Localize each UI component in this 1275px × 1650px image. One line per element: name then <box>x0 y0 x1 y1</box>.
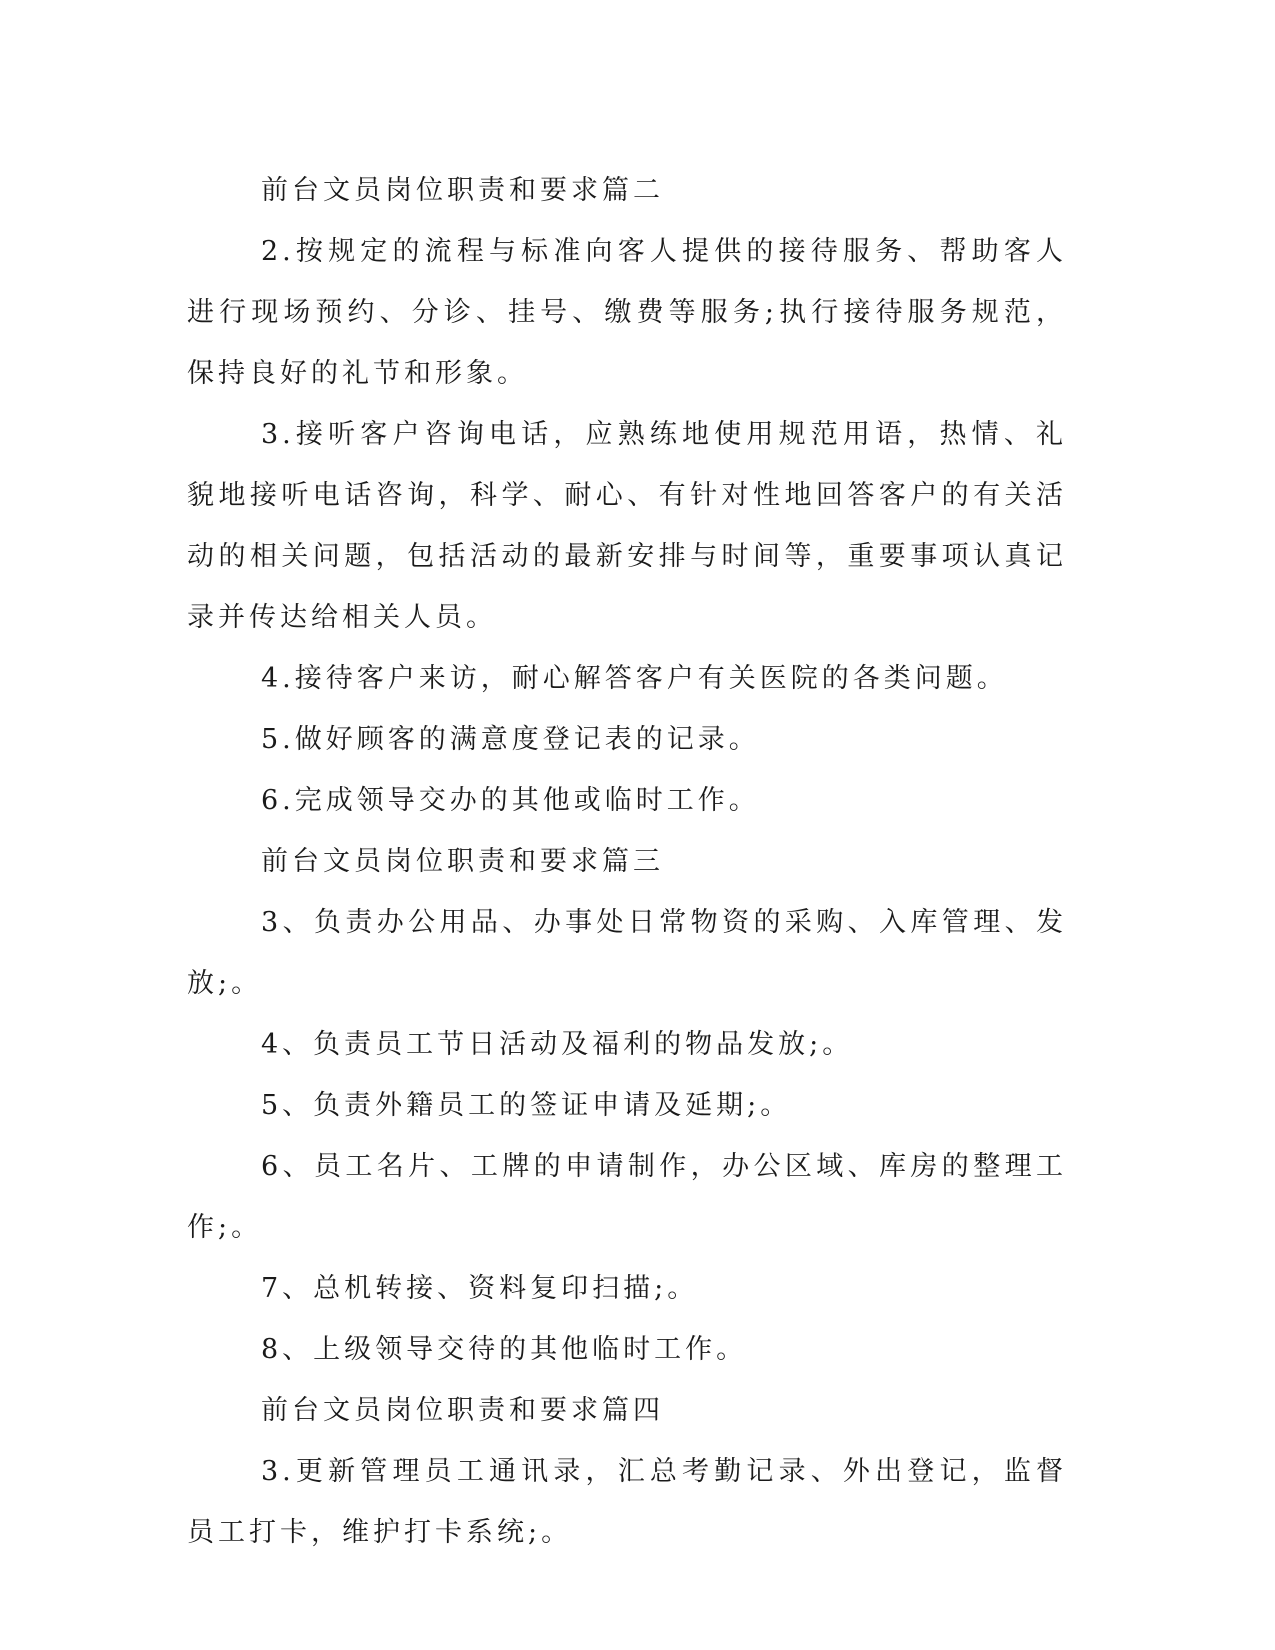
paragraph: 5、负责外籍员工的签证申请及延期;。 <box>261 1090 792 1121</box>
paragraph: 4.接待客户来访，耐心解答客户有关医院的各类问题。 <box>261 663 1008 694</box>
section-heading-2: 前台文员岗位职责和要求篇二 <box>261 175 664 206</box>
paragraph: 3.更新管理员工通讯录，汇总考勤记录、外出登记，监督员工打卡，维护打卡系统;。 <box>187 1456 1067 1548</box>
paragraph: 5.做好顾客的满意度登记表的记录。 <box>261 724 760 755</box>
section-heading-4: 前台文员岗位职责和要求篇四 <box>261 1395 664 1426</box>
paragraph: 3、负责办公用品、办事处日常物资的采购、入库管理、发放;。 <box>187 907 1067 999</box>
paragraph: 4、负责员工节日活动及福利的物品发放;。 <box>261 1029 854 1060</box>
paragraph: 6、员工名片、工牌的申请制作，办公区域、库房的整理工作;。 <box>187 1151 1067 1243</box>
paragraph: 3.接听客户咨询电话，应熟练地使用规范用语，热情、礼貌地接听电话咨询，科学、耐心、有针对性地回答客户的有关活动的相关问题，包括活动的最新安排与时间等，重要事项认真记录并传达给相关人员。 <box>187 419 1067 633</box>
document-body <box>187 160 1067 1563</box>
paragraph: 6.完成领导交办的其他或临时工作。 <box>261 785 760 816</box>
paragraph: 2.按规定的流程与标准向客人提供的接待服务、帮助客人进行现场预约、分诊、挂号、缴费等服务;执行接待服务规范，保持良好的礼节和形象。 <box>187 236 1067 389</box>
paragraph: 8、上级领导交待的其他临时工作。 <box>261 1334 748 1365</box>
paragraph: 7、总机转接、资料复印扫描;。 <box>261 1273 699 1304</box>
section-heading-3: 前台文员岗位职责和要求篇三 <box>261 846 664 877</box>
